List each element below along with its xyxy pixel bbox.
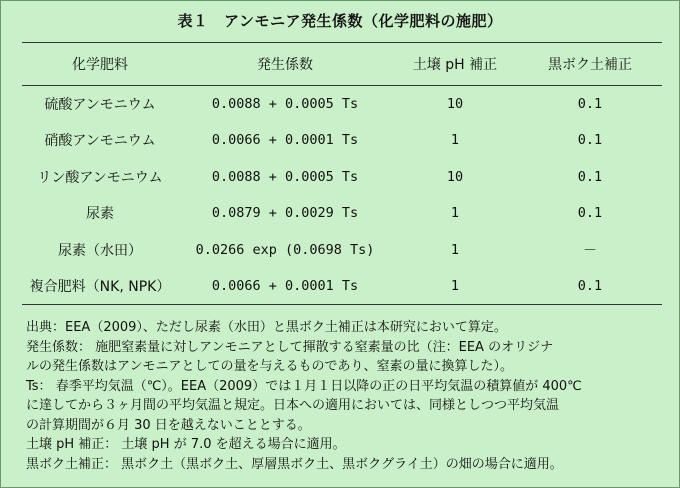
table-header-row xyxy=(22,43,662,86)
cell-ph-correction: 10 xyxy=(446,168,464,185)
header-ph-correction: 土壌 pH 補正 xyxy=(392,43,518,86)
header-andosol-correction: 黒ボク土補正 xyxy=(518,43,662,86)
cell-coefficient: 0.0066 + 0.0001 Ts xyxy=(211,132,359,149)
cell-ph-correction: 1 xyxy=(392,268,518,305)
cell-ph-correction: 1 xyxy=(450,205,460,222)
cell-fertilizer: 硫酸アンモニウム xyxy=(44,97,156,113)
note-andosol-correction: 黒ボク土補正： 黒ボク土（黒ボク土、厚層黒ボク土、黒ボクグライ土）の畑の場合に適用。 xyxy=(26,456,563,472)
header-fertilizer: 化学肥料 xyxy=(22,43,178,86)
cell-andosol-correction: 0.1 xyxy=(577,132,603,149)
note-ts-cont: に達してから３ヶ月間の平均気温と規定。日本への適用においては、同様としつつ平均気温 xyxy=(26,398,560,413)
header-coefficient: 発生係数 xyxy=(178,43,392,86)
cell-andosol-correction: 0.1 xyxy=(518,268,662,305)
table-title: 表１ アンモニア発生係数（化学肥料の施肥） xyxy=(177,12,503,30)
cell-ph-correction: 1 xyxy=(450,132,460,149)
note-ts: Ts： 春季平均気温（℃）。EEA（2009）では１月１日以降の正の日平均気温の積算値が 400℃ xyxy=(26,378,582,394)
cell-ph-correction: 1 xyxy=(450,241,460,258)
note-source: 出典：EEA（2009）、ただし尿素（水田）と黒ボク土補正は本研究において算定。 xyxy=(26,320,507,335)
ammonia-coefficient-table xyxy=(22,42,662,305)
cell-andosol-correction: 0.1 xyxy=(577,205,603,222)
table-row xyxy=(22,122,662,159)
note-ts-cont2: の計算期間が６月 30 日を越えないこととする。 xyxy=(26,417,311,433)
cell-coefficient: 0.0879 + 0.0029 Ts xyxy=(211,205,359,222)
cell-ph-correction: 10 xyxy=(446,96,464,112)
cell-andosol-correction: 0.1 xyxy=(577,96,603,112)
table-row xyxy=(22,232,662,269)
table-row xyxy=(22,195,662,232)
cell-fertilizer: 複合肥料（NK, NPK） xyxy=(22,268,178,305)
cell-coefficient: 0.0266 exp (0.0698 Ts) xyxy=(195,241,375,258)
cell-andosol-correction: 0.1 xyxy=(577,168,603,185)
cell-andosol-correction: － xyxy=(583,242,597,259)
cell-fertilizer: 尿素（水田） xyxy=(58,242,142,259)
note-ph-correction: 土壌 pH 補正： 土壌 pH が 7.0 を超える場合に適用。 xyxy=(26,437,346,452)
table-row xyxy=(22,86,662,123)
note-coefficient-cont: ルの発生係数はアンモニアとしての量を与えるものであり、窒素の量に換算した）。 xyxy=(26,359,513,374)
table-row xyxy=(22,268,662,305)
cell-fertilizer: 尿素 xyxy=(86,206,114,223)
table-row xyxy=(22,159,662,196)
cell-coefficient: 0.0088 + 0.0005 Ts xyxy=(211,96,359,112)
note-coefficient: 発生係数： 施肥窒素量に対しアンモニアとして揮散する窒素量の比（注：EEA のオリジナ xyxy=(26,339,554,355)
cell-coefficient: 0.0088 + 0.0005 Ts xyxy=(211,168,359,185)
cell-coefficient: 0.0066 + 0.0001 Ts xyxy=(178,268,392,305)
cell-fertilizer: 硝酸アンモニウム xyxy=(44,133,156,150)
cell-fertilizer: リン酸アンモニウム xyxy=(37,169,163,186)
table-notes xyxy=(26,318,666,474)
